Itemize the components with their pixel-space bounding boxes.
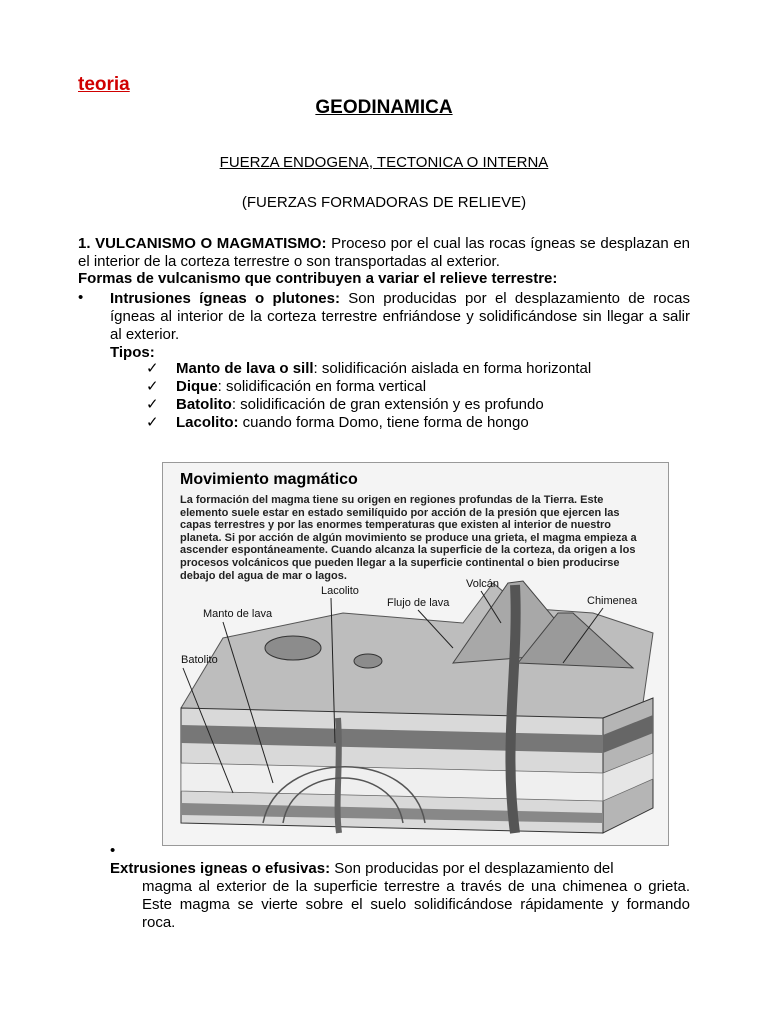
check-icon: ✓	[146, 396, 159, 413]
tipo-term: Lacolito:	[176, 414, 239, 431]
tipo-item	[146, 414, 529, 432]
section-1-text: Proceso por el cual las rocas ígneas se desplazan en el interior de la corteza terrestre o son transportadas al exterior.	[78, 235, 691, 270]
tipo-term: Dique	[176, 378, 218, 395]
section-1-heading: 1. VULCANISMO O MAGMATISMO:	[78, 235, 327, 252]
tipo-text: : solidificación de gran extensión y es profundo	[231, 396, 544, 413]
extrusiones-text-rest: magma al exterior de la superficie terrestre a través de una chimenea o grieta. Este magma se vierte sobre el suelo solidificándose rápidamente y formando roca.	[142, 878, 690, 931]
teoria-label: teoria	[78, 74, 130, 95]
tipos-label: Tipos:	[110, 344, 155, 361]
bullet-intrusiones: •	[78, 289, 84, 306]
label-lacolito: Lacolito	[321, 585, 359, 597]
tipo-item	[146, 360, 591, 378]
check-icon: ✓	[146, 414, 159, 431]
magmatic-movement-figure	[162, 462, 669, 846]
intrusiones-text: Son producidas por el desplazamiento de rocas ígneas al interior de la corteza terrestre enfriándose y solidificándose sin llegar a salir al exterior.	[110, 290, 690, 343]
tipo-text: : solidificación aislada en forma horizontal	[313, 360, 592, 377]
subtitle: FUERZA ENDOGENA, TECTONICA O INTERNA	[219, 154, 549, 171]
tipo-text: cuando forma Domo, tiene forma de hongo	[238, 414, 529, 431]
label-batolito: Batolito	[181, 654, 218, 666]
extrusiones-term: Extrusiones igneas o efusivas:	[110, 860, 331, 877]
extrusiones-text-first: Son producidas por el desplazamiento del	[334, 860, 614, 877]
label-chimenea: Chimenea	[587, 595, 638, 607]
label-volcan: Volcán	[466, 578, 500, 590]
tipo-text: : solidificación en forma vertical	[217, 378, 427, 395]
tipo-item	[146, 378, 426, 396]
check-icon: ✓	[146, 360, 159, 377]
page-title: GEODINAMICA	[315, 97, 453, 118]
figure-title: Movimiento magmático	[180, 471, 358, 488]
figure-description: La formación del magma tiene su origen en regiones profundas de la Tierra. Este elemento suele estar en estado semilíquido por acción de la presión que ejercen las capas terrestres y por las enormes temperaturas que existen al interior de nuestro planeta. Si por acción de algún movimiento se produce una grieta, el magma empieza a ascender espontáneamente. Cuando alcanza la superficie de la corteza, da origen a los procesos volcánicos que pueden llegar a la superficie continental o bien producirse debajo del agua de mar o lagos.	[180, 494, 637, 582]
tipo-item	[146, 396, 544, 414]
forms-heading: Formas de vulcanismo que contribuyen a variar el relieve terrestre:	[78, 270, 558, 287]
label-manto-de-lava: Manto de lava	[203, 608, 273, 620]
tipo-term: Manto de lava o sill	[176, 360, 314, 377]
intrusiones-term: Intrusiones ígneas o plutones:	[110, 290, 340, 307]
label-flujo-de-lava: Flujo de lava	[387, 597, 450, 609]
section-1-paragraph	[78, 235, 690, 271]
subtitle-secondary: (FUERZAS FORMADORAS DE RELIEVE)	[241, 194, 527, 211]
tipo-term: Batolito	[176, 396, 232, 413]
extrusiones-paragraph	[110, 860, 690, 932]
bullet-extrusiones: •	[110, 842, 116, 859]
check-icon: ✓	[146, 378, 159, 395]
intrusiones-paragraph	[110, 290, 690, 344]
